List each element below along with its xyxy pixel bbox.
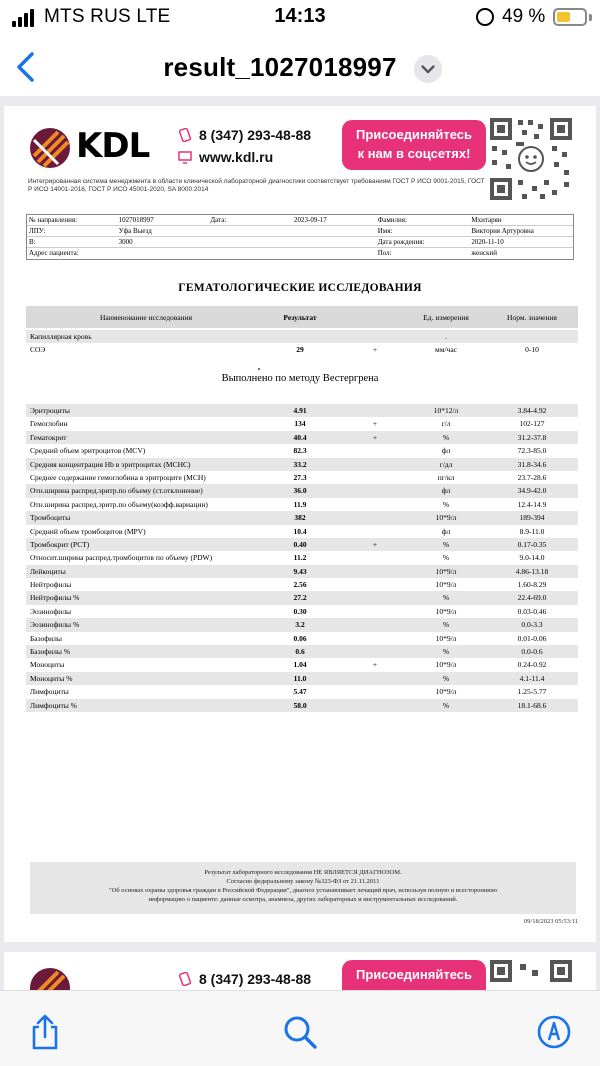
result-unit: пг/кл (437, 472, 455, 482)
patient-info-cell: В: (29, 238, 36, 246)
patient-info-cell: Дата рождения: (377, 238, 425, 246)
result-unit: фл (441, 446, 451, 456)
result-norm: 0.03-0.46 (517, 606, 547, 616)
result-norm: 72.3-85.0 (517, 446, 547, 456)
result-name: СОЭ (30, 345, 46, 355)
result-row (26, 417, 578, 430)
result-row (26, 538, 578, 551)
result-norm: 12.4-14.9 (517, 499, 547, 509)
carrier-label: MTS RUS LTE (44, 6, 171, 27)
result-value: 27.3 (293, 472, 307, 482)
result-value: 0.40 (293, 539, 307, 549)
document-page (4, 106, 596, 942)
status-bar (0, 0, 600, 36)
result-row (26, 632, 578, 645)
result-unit: 10*9/л (435, 633, 457, 643)
result-norm: 18.1-68.6 (517, 700, 547, 710)
result-flag: + (372, 660, 378, 670)
result-unit: % (442, 647, 450, 657)
result-name: Лейкоциты (30, 566, 66, 576)
header-norm: Норм. значения (507, 313, 557, 322)
result-unit: % (442, 700, 450, 710)
disclaimer (30, 862, 576, 914)
result-name: Относит.ширина распред.тромбоцитов по объему (PDW) (30, 553, 213, 563)
result-norm: 0.17-0.35 (517, 539, 547, 549)
social-promo-banner (342, 960, 486, 990)
result-name: Базофилы (30, 633, 62, 643)
kdl-logo-mark (28, 126, 72, 170)
results-rows (26, 404, 578, 712)
result-row (26, 343, 578, 356)
website-row (178, 146, 311, 168)
result-norm: 23.7-28.6 (517, 472, 547, 482)
result-unit: 10*9/л (435, 513, 457, 523)
patient-info-cell: ЛПУ: (29, 227, 46, 235)
result-unit: % (442, 499, 450, 509)
result-name: Тромбокрит (PCT) (30, 539, 90, 549)
header-name: Наименование исследования (99, 313, 193, 322)
patient-info-cell (208, 226, 292, 236)
result-name: Отн.ширина распред.эритр.по объему (ст.отклонение) (30, 486, 203, 496)
contacts (178, 124, 311, 168)
result-norm: 102-127 (519, 419, 545, 429)
result-flag: + (372, 419, 378, 429)
social-promo-banner (342, 120, 486, 170)
result-value: 0.6 (295, 647, 305, 657)
result-row (26, 551, 578, 564)
kdl-logo-mark (28, 966, 72, 990)
patient-info-cell: Уфа Выезд (118, 227, 152, 235)
result-row (26, 511, 578, 524)
result-unit: % (442, 539, 450, 549)
patient-info-cell: № направления: (29, 216, 78, 224)
promo-line-2: к нам в соцсетях! (357, 146, 471, 161)
result-norm: 189-394 (519, 513, 545, 523)
result-name: Эритроциты (30, 406, 70, 415)
website: www.kdl.ru (199, 149, 274, 165)
result-value: 40.4 (293, 432, 307, 442)
logo-text: KDL (76, 126, 150, 166)
patient-info-cell: Мхитарян (471, 216, 502, 224)
result-name: Средний объем эритроцитов (MCV) (30, 446, 146, 456)
certification-note: Интегрированная система менеджмента в области клинической лабораторной диагностики соответствует требованиям ГОСТ Р ИСО 9001-2015, ГОСТ Р ИСО 14001-2016, ГОСТ Р ИСО 45001-2020, SA 8000:2014 (28, 178, 485, 193)
result-value: 27.2 (293, 593, 307, 603)
result-row (26, 565, 578, 578)
method-note: Выполнено по методу Вестергрена (221, 373, 379, 384)
result-unit: 10*12/л (433, 406, 459, 415)
result-unit: . (445, 332, 447, 341)
mark-dot (258, 368, 260, 370)
result-norm: 31.8-34.6 (517, 459, 547, 469)
patient-info-cell: Адрес пациента: (29, 249, 79, 257)
patient-info-cell: 2023-09-17 (294, 216, 327, 224)
result-row (26, 330, 578, 343)
phone-icon (178, 128, 192, 142)
result-flag: + (372, 432, 378, 442)
document-page-2 (4, 952, 596, 990)
phone-number: 8 (347) 293-48-88 (199, 127, 312, 143)
result-unit: мм/час (434, 345, 457, 355)
result-unit: фл (441, 526, 451, 536)
result-norm: 3.84-4.92 (517, 406, 547, 415)
result-row (26, 458, 578, 471)
result-norm: 34.9-42.0 (517, 486, 547, 496)
result-unit: % (442, 673, 450, 683)
result-name: Гемоглобин (30, 419, 68, 429)
result-norm: 9.0-14.0 (519, 553, 545, 563)
phone-icon (178, 972, 192, 986)
search-icon[interactable] (282, 1013, 318, 1051)
phone-row (178, 968, 311, 990)
result-row (26, 471, 578, 484)
result-norm: 0.24-0.92 (517, 660, 547, 670)
monitor-icon (178, 150, 192, 164)
result-value: 0.06 (293, 633, 307, 643)
result-row (26, 444, 578, 457)
chevron-down-icon[interactable] (414, 55, 442, 83)
result-row (26, 484, 578, 497)
result-name: Тромбоциты (30, 513, 71, 523)
patient-info-cell: Дата: (210, 216, 227, 224)
section-title: ГЕМАТОЛОГИЧЕСКИЕ ИССЛЕДОВАНИЯ (178, 282, 422, 294)
result-value: 134 (294, 419, 306, 429)
result-name: Средняя концентрация Hb в эритроцитах (MCHC) (30, 459, 191, 469)
result-unit: 10*9/л (435, 566, 457, 576)
result-unit: 10*9/л (435, 660, 457, 670)
result-name: Гематокрит (30, 432, 67, 442)
result-value: 4.91 (293, 406, 307, 415)
patient-info-cell (292, 226, 376, 236)
phone-row (178, 124, 311, 146)
result-unit: 10*9/л (435, 606, 457, 616)
result-value: 11.2 (293, 553, 307, 563)
result-name: Эозинофилы (30, 606, 72, 616)
patient-info-cell (208, 237, 292, 247)
result-name: Эозинофилы % (30, 620, 80, 630)
result-name: Моноциты % (30, 673, 73, 683)
result-unit: г/дл (439, 459, 453, 469)
result-name: Лимфоциты (30, 687, 69, 697)
patient-info-table (26, 214, 574, 260)
result-value: 29 (296, 345, 304, 355)
result-norm: 22.4-69.0 (517, 593, 547, 603)
phone-number: 8 (347) 293-48-88 (199, 971, 312, 987)
result-name: Лимфоциты % (30, 700, 77, 710)
result-row (26, 525, 578, 538)
result-unit: % (442, 553, 450, 563)
result-row (26, 645, 578, 658)
result-norm: 31.2-37.8 (517, 432, 547, 442)
document-viewer[interactable] (0, 96, 600, 990)
patient-info-row (27, 215, 573, 226)
result-value: 1.04 (293, 660, 307, 670)
result-unit: фл (441, 486, 451, 496)
result-norm: 0.0-3.3 (521, 620, 543, 630)
patient-info-cell (208, 248, 292, 259)
patient-info-row (27, 237, 573, 248)
qr-code (488, 958, 574, 990)
patient-info-cell (117, 248, 209, 259)
result-flag: + (372, 539, 378, 549)
share-icon[interactable] (27, 1013, 63, 1051)
patient-info-cell: Фамилия: (377, 216, 407, 224)
result-value: 0.30 (293, 606, 307, 616)
markup-icon[interactable] (536, 1013, 572, 1051)
clock: 14:13 (274, 5, 326, 27)
result-name: Среднее содержание гемоглобина в эритроците (MCH) (30, 472, 206, 482)
promo-line-1: Присоединяйтесь (356, 127, 472, 142)
result-unit: г/л (441, 419, 451, 429)
result-name: Нейтрофилы (30, 580, 72, 590)
result-value: 33.2 (293, 459, 307, 469)
result-row (26, 498, 578, 511)
patient-info-cell (292, 248, 376, 259)
patient-info-cell: 1027018997 (118, 216, 154, 224)
result-row (26, 672, 578, 685)
result-row (26, 404, 578, 417)
result-norm: 0-10 (525, 345, 539, 355)
result-value: 36.0 (293, 486, 307, 496)
results-table-header (26, 306, 578, 328)
battery-percent: 49 % (502, 6, 546, 27)
bottom-toolbar (0, 990, 600, 1066)
result-name: Моноциты (30, 660, 65, 670)
print-timestamp: 09/18/2023 05:53:11 (523, 918, 578, 925)
result-norm: 8.9-11.0 (519, 526, 545, 536)
result-norm: 1.25-5.77 (517, 687, 547, 697)
result-norm: 4.1-11.4 (519, 673, 545, 683)
patient-info-cell: Виктория Артуровна (471, 227, 534, 235)
result-name: Нейтрофилы % (30, 593, 80, 603)
qr-code (488, 116, 574, 202)
result-row (26, 618, 578, 631)
orientation-lock-icon (476, 8, 494, 26)
patient-info-cell: женский (471, 249, 497, 257)
result-norm: 0.01-0.06 (517, 633, 547, 643)
result-value: 11.0 (293, 673, 307, 683)
kdl-logo (28, 126, 168, 170)
nav-bar (0, 40, 600, 96)
result-unit: % (442, 593, 450, 603)
result-flag: + (372, 345, 378, 355)
patient-info-cell: 3000 (118, 238, 133, 246)
patient-info-cell: 2020-11-10 (471, 238, 504, 246)
patient-info-row (27, 248, 573, 259)
patient-info-row (27, 226, 573, 237)
result-norm: 1.60-8.29 (517, 580, 547, 590)
result-norm: 0.0-0.6 (521, 647, 543, 657)
result-row (26, 431, 578, 444)
result-value: 10.4 (293, 526, 307, 536)
result-value: 82.3 (293, 446, 307, 456)
result-row (26, 685, 578, 698)
disclaimer-line: "Об основах охраны здоровья граждан в Российской Федерации", диагноз устанавливает лечащий врач, используя полную и всестороннюю (109, 887, 497, 894)
document-title: result_1027018997 (163, 52, 397, 82)
result-value: 11.9 (293, 499, 307, 509)
result-name: Отн.ширина распред.эритр.по объему(коэфф.вариации) (30, 499, 208, 509)
patient-info-cell: Имя: (377, 227, 393, 235)
result-value: 382 (294, 513, 306, 523)
disclaimer-line: Согласно федеральному закону №323-ФЗ от 21.11.2011 (226, 878, 380, 885)
result-row (26, 658, 578, 671)
disclaimer-line: Результат лабораторного исследования НЕ ЯВЛЯЕТСЯ ДИАГНОЗОМ. (204, 869, 402, 876)
result-name: Средний объем тромбоцитов (MPV) (30, 526, 146, 536)
result-row (26, 578, 578, 591)
result-value: 9.43 (293, 566, 307, 576)
battery-icon (553, 8, 587, 26)
result-row (26, 699, 578, 712)
promo-line-1: Присоединяйтесь (356, 967, 472, 982)
result-value: 5.47 (293, 687, 307, 697)
result-norm: 4.86-13.18 (515, 566, 549, 576)
result-value: 58.0 (293, 700, 307, 710)
disclaimer-line: информацию о пациенте: данные осмотра, анамнеза, других лабораторных и инструментальных исследований. (148, 896, 458, 903)
result-unit: % (442, 620, 450, 630)
battery-tip (589, 14, 592, 21)
battery-level (557, 12, 570, 22)
result-row (26, 605, 578, 618)
result-unit: 10*9/л (435, 580, 457, 590)
pre-results-rows (26, 330, 578, 357)
result-unit: 10*9/л (435, 687, 457, 697)
header-unit: Ед. измерения (423, 313, 469, 322)
result-name: Капиллярная кровь (30, 332, 92, 341)
result-name: Базофилы % (30, 647, 71, 657)
patient-info-cell: Пол: (377, 249, 392, 257)
patient-info-cell (292, 237, 376, 247)
header-result: Результат (283, 313, 317, 322)
result-value: 2.56 (293, 580, 307, 590)
result-value: 3.2 (295, 620, 305, 630)
result-row (26, 591, 578, 604)
result-unit: % (442, 432, 450, 442)
